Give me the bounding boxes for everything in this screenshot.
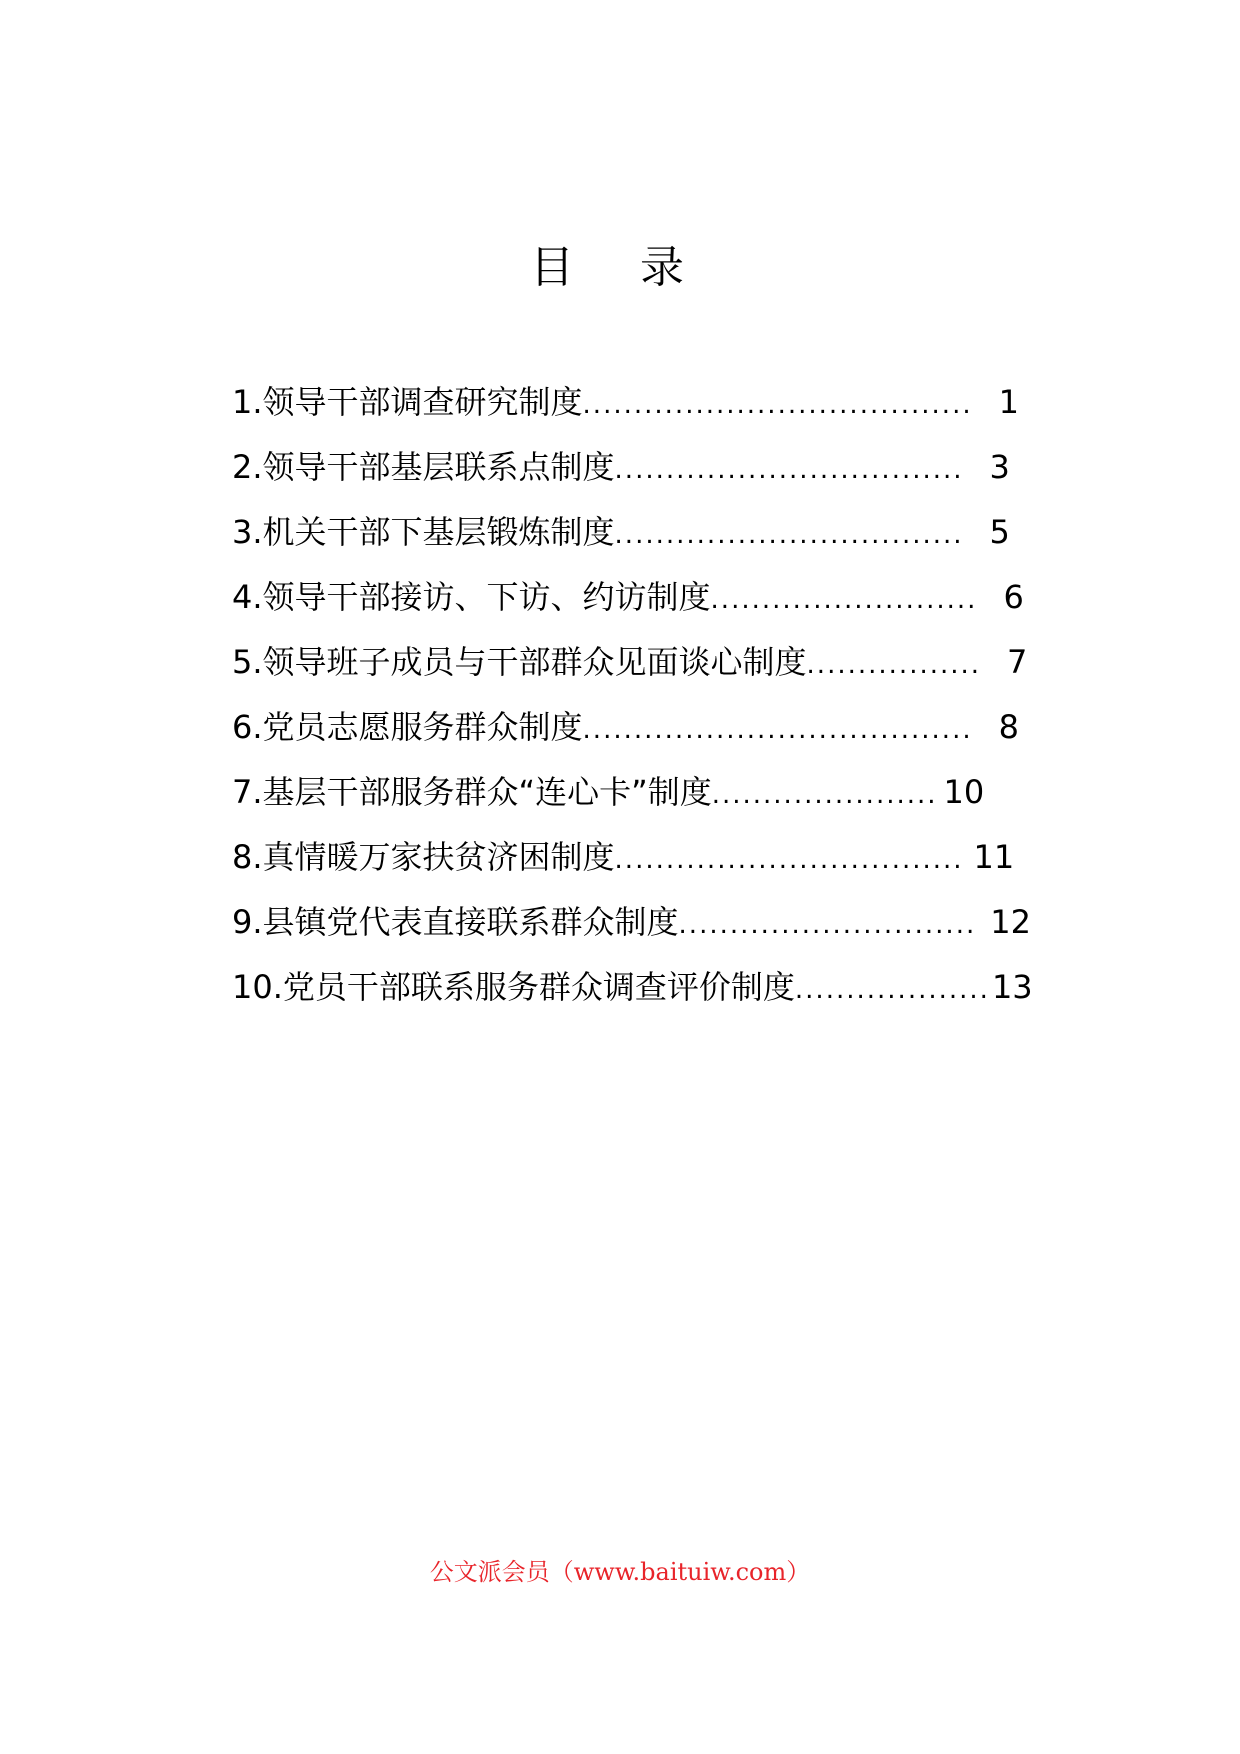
page-title: 目 录 <box>530 242 710 293</box>
toc-entry-6[interactable] <box>232 695 1052 760</box>
toc-entry-label: 7.基层干部服务群众“连心卡”制度 <box>232 773 712 811</box>
toc-entry-label: 5.领导班子成员与干部群众见面谈心制度 <box>232 643 807 681</box>
toc-entry-7[interactable] <box>232 760 1052 825</box>
toc-entry-leader: .................................. <box>614 520 964 550</box>
toc-entry-10[interactable] <box>232 955 1052 1020</box>
toc-entry-label: 3.机关干部下基层锻炼制度 <box>232 513 615 551</box>
toc-entry-page: 5 <box>989 513 1010 551</box>
toc-entry-3[interactable] <box>232 500 1052 565</box>
toc-entry-page: 6 <box>1003 578 1024 616</box>
toc-entry-8[interactable] <box>232 825 1052 890</box>
toc-entry-leader: ................. <box>806 650 982 680</box>
toc-entry-label: 8.真情暖万家扶贫济困制度 <box>232 838 615 876</box>
toc-entry-page: 11 <box>973 838 1015 876</box>
toc-entry-page: 8 <box>998 708 1019 746</box>
toc-entry-5[interactable] <box>232 630 1052 695</box>
toc-entry-leader: ...................................... <box>582 390 973 420</box>
toc-entry-label: 6.党员志愿服务群众制度 <box>232 708 583 746</box>
toc-entry-label: 2.领导干部基层联系点制度 <box>232 448 615 486</box>
toc-entry-leader: ...................... <box>711 780 938 810</box>
toc-entry-label: 4.领导干部接访、下访、约访制度 <box>232 578 711 616</box>
toc-entry-page: 3 <box>989 448 1010 486</box>
toc-entry-leader: ............................. <box>678 910 977 940</box>
toc-entry-leader: ...................................... <box>582 715 973 745</box>
toc-entry-leader: .................................. <box>614 845 964 875</box>
toc-entry-page: 12 <box>990 903 1031 941</box>
toc-entry-leader: .......................... <box>710 585 978 615</box>
toc-entry-4[interactable] <box>232 565 1052 630</box>
toc-entry-label: 10.党员干部联系服务群众调查评价制度 <box>232 968 795 1006</box>
footer-watermark-text: 公文派会员（www.baituiw.com） <box>429 1558 811 1586</box>
toc-entry-1[interactable] <box>232 370 1052 435</box>
toc-entry-leader: ................... <box>794 975 990 1005</box>
toc-entry-page: 13 <box>991 968 1033 1006</box>
toc-entry-label: 1.领导干部调查研究制度 <box>232 383 583 421</box>
toc-entry-label: 9.县镇党代表直接联系群众制度 <box>232 903 679 941</box>
toc-entry-2[interactable] <box>232 435 1052 500</box>
table-of-contents <box>232 370 1052 1020</box>
toc-entry-page: 10 <box>943 773 985 811</box>
toc-entry-page: 1 <box>998 383 1019 421</box>
toc-entry-leader: .................................. <box>614 455 964 485</box>
toc-entry-9[interactable] <box>232 890 1052 955</box>
toc-entry-page: 7 <box>1007 643 1028 681</box>
